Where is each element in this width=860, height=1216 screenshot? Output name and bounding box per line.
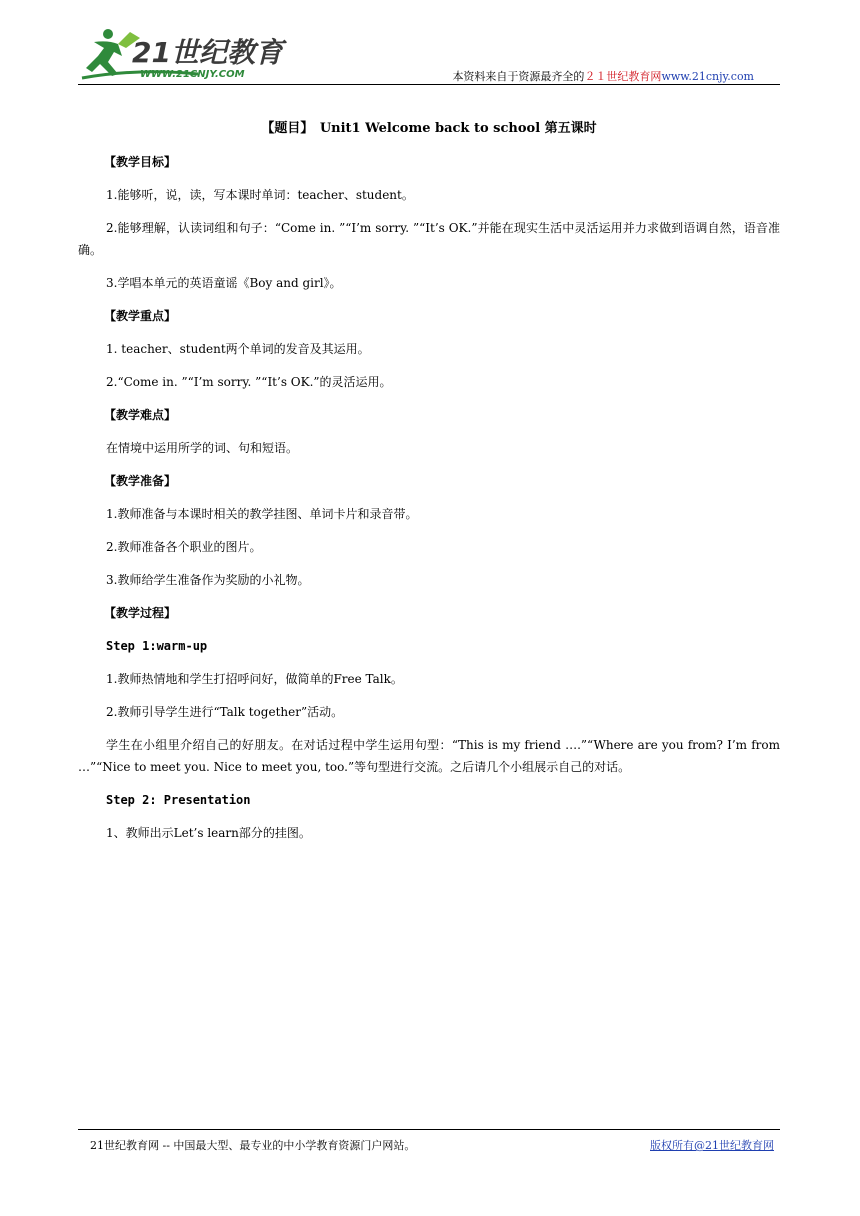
lesson-title: 【题目】 Unit1 Welcome back to school 第五课时 — [261, 121, 597, 136]
header-tagline: 本资料来自于资源最齐全的２１世纪教育网www.21cnjy.com — [452, 70, 754, 83]
key-points-heading: 【教学重点】 — [104, 309, 177, 323]
step-1-item: 2.教师引导学生进行“Talk together”活动。 — [106, 705, 344, 719]
objective-item: 3.学唱本单元的英语童谣《Boy and girl》。 — [106, 276, 342, 290]
svg-text:WWW.21CNJY.COM: WWW.21CNJY.COM — [140, 69, 245, 80]
difficulty-item: 在情境中运用所学的词、句和短语。 — [106, 441, 299, 455]
difficulties-heading: 【教学难点】 — [104, 408, 177, 422]
objective-item: 2.能够理解，认读词组和句子：“Come in. ”“I’m sorry. ”“It’s OK.”并能在现实生活中灵活运用并力求做到语调自然，语音准确。 — [78, 221, 780, 257]
footer-text: 21世纪教育网 -- 中国最大型、最专业的中小学教育资源门户网站。 — [90, 1139, 416, 1152]
step-2-heading: Step 2: Presentation — [106, 793, 251, 807]
preparation-heading: 【教学准备】 — [104, 474, 177, 488]
step-2-item: 1、教师出示Let’s learn部分的挂图。 — [106, 826, 311, 840]
preparation-item: 2.教师准备各个职业的图片。 — [106, 540, 262, 554]
process-heading: 【教学过程】 — [104, 606, 177, 620]
copyright-link[interactable]: 版权所有@21世纪教育网 — [650, 1139, 774, 1152]
step-1-heading: Step 1:warm-up — [106, 639, 208, 653]
header-divider — [78, 84, 780, 85]
document-body — [78, 118, 780, 855]
objective-item: 1.能够听，说，读，写本课时单词：teacher、student。 — [106, 188, 414, 202]
svg-text:21世纪教育: 21世纪教育 — [132, 36, 283, 69]
site-url[interactable]: www.21cnjy.com — [661, 70, 754, 83]
step-1-paragraph: 学生在小组里介绍自己的好朋友。在对话过程中学生运用句型：“This is my friend ….”“Where are you from? I’m from …”“Nice to meet you. Nice to meet you, too.”等句型进行交流。之后请几个小组展示自己的对话。 — [78, 738, 780, 774]
objectives-heading: 【教学目标】 — [104, 155, 177, 169]
key-point-item: 2.“Come in. ”“I’m sorry. ”“It’s OK.”的灵活运用。 — [106, 375, 392, 389]
page-header — [78, 22, 780, 86]
site-logo — [78, 22, 288, 84]
key-point-item: 1. teacher、student两个单词的发音及其运用。 — [106, 342, 370, 356]
preparation-item: 1.教师准备与本课时相关的教学挂图、单词卡片和录音带。 — [106, 507, 418, 521]
preparation-item: 3.教师给学生准备作为奖励的小礼物。 — [106, 573, 310, 587]
site-name: ２１世纪教育网 — [584, 70, 662, 83]
step-1-item: 1.教师热情地和学生打招呼问好，做简单的Free Talk。 — [106, 672, 403, 686]
footer-divider — [78, 1129, 780, 1130]
